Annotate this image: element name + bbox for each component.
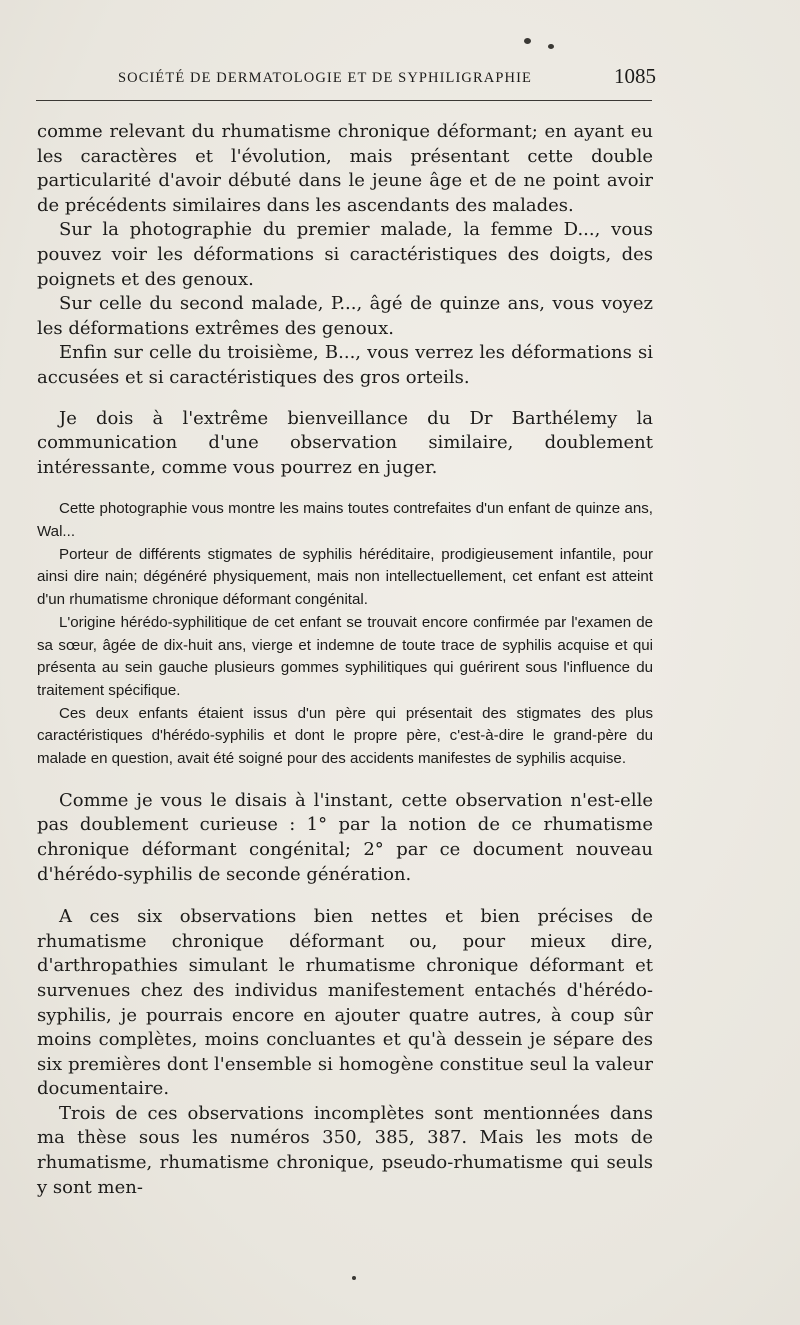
ink-speck bbox=[352, 1276, 356, 1280]
page-number: 1085 bbox=[614, 64, 656, 88]
spacer bbox=[37, 771, 653, 789]
ink-speck bbox=[548, 44, 554, 49]
observation-paragraph: Cette photographie vous montre les mains toutes contrefaites d'un enfant de quinze ans, Wal... bbox=[37, 500, 653, 541]
spacer bbox=[37, 887, 653, 905]
paragraph: Comme je vous le disais à l'instant, cette observation n'est-elle pas doublement curieuse : 1° par la notion de ce rhumatisme chronique déformant congénital; 2° par ce document nouveau d'hérédo-syphilis de seconde génération. bbox=[37, 789, 653, 885]
text-block bbox=[37, 789, 653, 887]
page-header bbox=[36, 62, 656, 96]
text-block bbox=[37, 120, 653, 391]
paragraph: Sur celle du second malade, P..., âgé de quinze ans, vous voyez les déformations extrêmes des genoux. bbox=[37, 293, 653, 339]
spacer bbox=[37, 391, 653, 407]
header-rule bbox=[36, 100, 652, 101]
spacer bbox=[37, 480, 653, 498]
paragraph: Enfin sur celle du troisième, B..., vous verrez les déformations si accusées et si caractéristiques des gros orteils. bbox=[37, 342, 653, 388]
observation-paragraph: Porteur de différents stigmates de syphilis héréditaire, prodigieusement infantile, pour ainsi dire nain; dégénéré physiquement, mais non intellectuellement, cet enfant est atteint d'un rhumatisme chronique déformant congénital. bbox=[37, 545, 653, 609]
text-block bbox=[37, 905, 653, 1200]
paragraph: comme relevant du rhumatisme chronique déformant; en ayant eu les caractères et l'évolution, mais présentant cette double particularité d'avoir débuté dans le jeune âge et de ne point avoir de précédents similaires dans les ascendants des malades. bbox=[37, 121, 653, 216]
paragraph: Je dois à l'extrême bienveillance du Dr Barthélemy la communication d'une observation similaire, doublement intéressante, comme vous pourrez en juger. bbox=[37, 407, 653, 478]
observation-block bbox=[37, 498, 653, 770]
text-block bbox=[37, 407, 653, 481]
observation-paragraph: Ces deux enfants étaient issus d'un père qui présentait des stigmates des plus caractéristiques d'hérédo-syphilis et dont le propre père, c'est-à-dire le grand-père du malade en question, avait été soigné pour des accidents manifestes de syphilis acquise. bbox=[37, 704, 653, 768]
paragraph: A ces six observations bien nettes et bien précises de rhumatisme chronique déformant ou, pour mieux dire, d'arthropathies simulant le rhumatisme chronique déformant et survenues chez des individus manifestement entachés d'hérédo-syphilis, je pourrais encore en ajouter quatre autres, à coup sûr moins complètes, moins concluantes et qu'à dessein je sépare des six premières dont l'ensemble si homogène constitue seul la valeur documentaire. bbox=[37, 906, 653, 1100]
paragraph: Trois de ces observations incomplètes sont mentionnées dans ma thèse sous les numéros 350, 385, 387. Mais les mots de rhumatisme, rhumatisme chronique, pseudo-rhumatisme qui seuls y sont men- bbox=[37, 1102, 653, 1198]
observation-paragraph: L'origine hérédo-syphilitique de cet enfant se trouvait encore confirmée par l'examen de sa sœur, âgée de dix-huit ans, vierge et indemne de toute trace de syphilis acquise et qui présenta au sein gauche plusieurs gommes syphilitiques qui guérirent sous l'influence du traitement spécifique. bbox=[37, 613, 653, 699]
page-body bbox=[37, 120, 653, 1200]
paragraph: Sur la photographie du premier malade, la femme D..., vous pouvez voir les déformations si caractéristiques des doigts, des poignets et des genoux. bbox=[37, 219, 653, 290]
ink-speck bbox=[524, 38, 531, 44]
running-title: SOCIÉTÉ DE DERMATOLOGIE ET DE SYPHILIGRAPHIE bbox=[118, 70, 532, 86]
